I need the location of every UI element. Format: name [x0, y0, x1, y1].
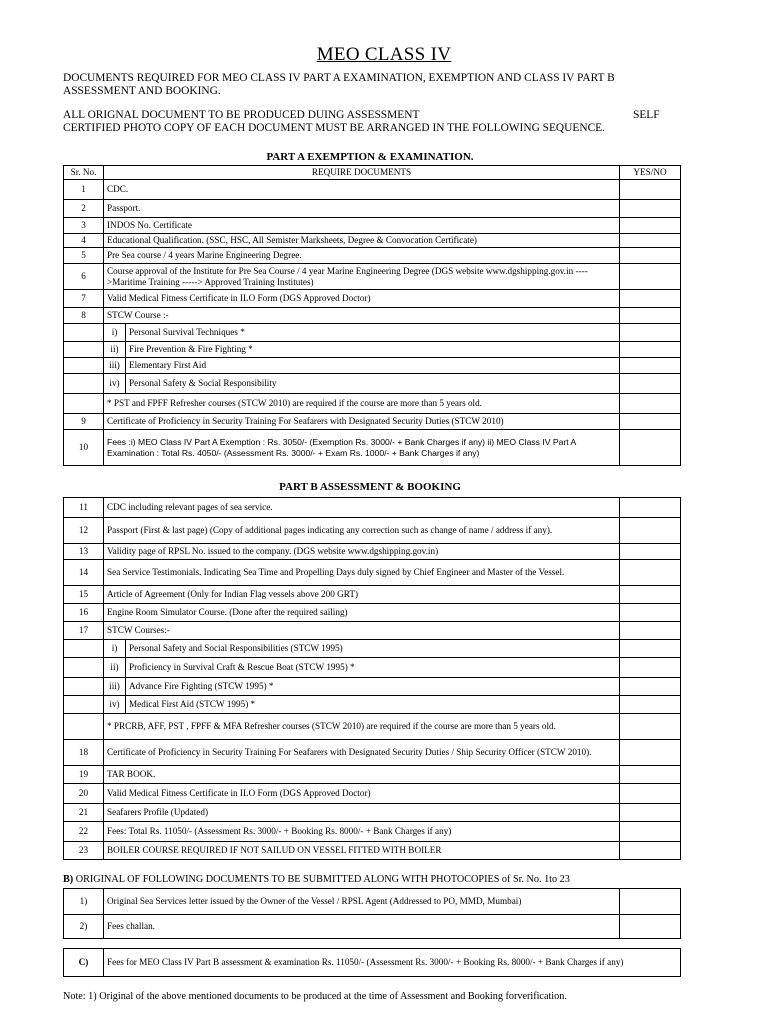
original-doc-row: [63, 914, 681, 938]
document-text: Sea Service Testimonials. Indicating Sea Time and Propelling Days duly signed by Chief Engineer and Master of the Vessel.: [104, 560, 620, 585]
table-row: [63, 739, 681, 765]
table-header-row: [63, 165, 681, 179]
stcw-note: * PST and FPFF Refresher courses (STCW 2010) are required if the course are more than 5 years old.: [104, 394, 620, 413]
intro-self: SELF: [633, 109, 660, 121]
section-c-row: [63, 948, 681, 976]
document-text: Passport (First & last page) (Copy of additional pages indicating any correction such as change of name / address if any).: [104, 518, 620, 543]
intro-sequence: CERTIFIED PHOTO COPY OF EACH DOCUMENT MUST BE ARRANGED IN THE FOLLOWING SEQUENCE.: [63, 122, 605, 134]
original-doc-row: [63, 888, 681, 914]
sub-number: i): [104, 324, 126, 341]
fees-text: Fees :i) MEO Class IV Part A Exemption : Rs. 3050/- (Exemption Rs. 3000/- + Bank Charges if any) ii) MEO Class IV Part A Examination : Total Rs. 4050/- (Assessment Rs. 3000/- + Exam Rs. 1000/- + Bank Charges if any): [104, 430, 620, 465]
sub-course-text: Personal Safety and Social Responsibilities (STCW 1995): [126, 640, 620, 657]
table-row: [63, 621, 681, 639]
table-row: [63, 821, 681, 841]
document-text: Certificate of Proficiency in Security Training For Seafarers with Designated Security Duties (STCW 2010): [104, 414, 620, 429]
sr-empty: [64, 714, 104, 739]
sr-number: 23: [64, 842, 104, 859]
sub-course-text: Proficiency in Survival Craft & Rescue Boat (STCW 1995) *: [126, 658, 620, 677]
section-c-label: C): [64, 949, 104, 976]
sub-number: ii): [104, 658, 126, 677]
sr-number: 22: [64, 822, 104, 841]
sr-number: 10: [64, 430, 104, 465]
col-header-sr: Sr. No.: [64, 166, 104, 179]
table-row: [63, 603, 681, 621]
document-text: CDC including relevant pages of sea service.: [104, 498, 620, 517]
sr-empty: [64, 358, 104, 373]
yes-no-cell: [620, 358, 680, 373]
footer-note: Note: 1) Original of the above mentioned documents to be produced at the time of Assessment and Booking forverification.: [63, 991, 567, 1002]
yes-no-cell: [620, 374, 680, 393]
document-text: Passport.: [104, 200, 620, 217]
yes-no-cell: [620, 740, 680, 765]
stcw-sub-row: [63, 695, 681, 713]
yes-no-cell: [620, 430, 680, 465]
intro-requirements: DOCUMENTS REQUIRED FOR MEO CLASS IV PART A EXAMINATION, EXEMPTION AND CLASS IV PART B ASSESSMENT AND BOOKING.: [63, 72, 615, 97]
sr-number: 6: [64, 264, 104, 289]
sub-number: iii): [104, 678, 126, 695]
sr-number: 12: [64, 518, 104, 543]
document-text: Article of Agreement (Only for Indian Flag vessels above 200 GRT): [104, 586, 620, 603]
table-row: [63, 179, 681, 199]
part-b-heading: PART B ASSESSMENT & BOOKING: [279, 481, 461, 493]
sub-number: iv): [104, 374, 126, 393]
table-row: [63, 585, 681, 603]
yes-no-cell: [620, 604, 680, 621]
yes-no-cell: [620, 234, 680, 247]
stcw-note-row: [63, 713, 681, 739]
yes-no-cell: [620, 842, 680, 859]
stcw-sub-row: [63, 657, 681, 677]
table-bottom-border: [63, 859, 681, 860]
section-b-text: ORIGINAL OF FOLLOWING DOCUMENTS TO BE SUBMITTED ALONG WITH PHOTOCOPIES of Sr. No. 1to 23: [75, 874, 570, 885]
yes-no-cell: [620, 822, 680, 841]
yes-no-cell: [620, 200, 680, 217]
document-text: Original Sea Services letter issued by the Owner of the Vessel / RPSL Agent (Addressed to PO, MMD, Mumbai): [104, 889, 620, 914]
document-text: Seafarers Profile (Updated): [104, 804, 620, 821]
yes-no-cell: [620, 180, 680, 199]
sr-number: 18: [64, 740, 104, 765]
yes-no-cell: [620, 324, 680, 341]
section-b-line: [63, 874, 570, 885]
sr-empty: [64, 394, 104, 413]
yes-no-cell: [620, 766, 680, 783]
col-header-yesno: YES/NO: [633, 167, 667, 178]
document-text: Validity page of RPSL No. issued to the company. (DGS website www.dgshipping.gov.in): [104, 544, 620, 559]
yes-no-cell: [620, 394, 680, 413]
document-text: Valid Medical Fitness Certificate in ILO Form (DGS Approved Doctor): [104, 784, 620, 803]
sr-number: 1): [64, 889, 104, 914]
document-text: Certificate of Proficiency in Security Training For Seafarers with Designated Security Duties / Ship Security Officer (STCW 2010).: [104, 740, 620, 765]
sub-number: iv): [104, 696, 126, 713]
yes-no-cell: [620, 714, 680, 739]
yes-no-cell: [620, 248, 680, 263]
stcw-sub-row: [63, 373, 681, 393]
yes-no-cell: [620, 544, 680, 559]
yes-no-cell: [620, 342, 680, 357]
sr-number: 2: [64, 200, 104, 217]
sr-number: 17: [64, 622, 104, 639]
sub-course-text: Personal Safety & Social Responsibility: [126, 374, 620, 393]
sr-empty: [64, 324, 104, 341]
table-row: [63, 517, 681, 543]
document-text: Course approval of the Institute for Pre Sea Course / 4 year Marine Engineering Degree (DGS website www.dgshipping.gov.in ---->Maritime Training -----> Approved Training Institutes): [104, 264, 620, 289]
sr-empty: [64, 678, 104, 695]
page-title: MEO CLASS IV: [316, 44, 452, 65]
document-text: STCW Course :-: [104, 308, 620, 323]
table-row: [63, 559, 681, 585]
sr-number: 16: [64, 604, 104, 621]
sr-empty: [64, 342, 104, 357]
table-row: [63, 841, 681, 859]
yes-no-cell: [620, 586, 680, 603]
yes-no-cell: [620, 915, 680, 938]
sr-number: 1: [64, 180, 104, 199]
sr-number: 15: [64, 586, 104, 603]
stcw-sub-row: [63, 323, 681, 341]
sr-empty: [64, 658, 104, 677]
table-row: [63, 263, 681, 289]
table-row: [63, 289, 681, 307]
yes-no-cell: [620, 889, 680, 914]
table-bottom-border: [63, 938, 681, 939]
sr-number: 9: [64, 414, 104, 429]
sr-number: 21: [64, 804, 104, 821]
table-row: [63, 783, 681, 803]
stcw-note: * PRCRB, AFF, PST , FPFF & MFA Refresher courses (STCW 2010) are required if the course are more than 5 years old.: [104, 714, 620, 739]
sub-course-text: Advance Fire Fighting (STCW 1995) *: [126, 678, 620, 695]
sr-number: 2): [64, 915, 104, 938]
yes-no-cell: [620, 308, 680, 323]
table-row: [63, 413, 681, 429]
stcw-sub-row: [63, 677, 681, 695]
sr-number: 3: [64, 218, 104, 233]
yes-no-cell: [620, 678, 680, 695]
col-header-docs: REQUIRE DOCUMENTS: [104, 166, 620, 179]
sub-course-text: Fire Prevention & Fire Fighting *: [126, 342, 620, 357]
sr-number: 13: [64, 544, 104, 559]
table-bottom-border: [63, 465, 681, 466]
yes-no-cell: [620, 622, 680, 639]
part-a-heading: PART A EXEMPTION & EXAMINATION.: [266, 151, 474, 163]
table-row: [63, 247, 681, 263]
yes-no-cell: [620, 264, 680, 289]
document-text: Fees challan.: [104, 915, 620, 938]
sr-number: 11: [64, 498, 104, 517]
sr-empty: [64, 696, 104, 713]
sub-course-text: Elementary First Aid: [126, 358, 620, 373]
yes-no-cell: [620, 658, 680, 677]
intro-originals: ALL ORIGNAL DOCUMENT TO BE PRODUCED DUING ASSESSMENT: [63, 109, 420, 121]
yes-no-cell: [620, 414, 680, 429]
sub-number: iii): [104, 358, 126, 373]
stcw-sub-row: [63, 639, 681, 657]
table-row: [63, 307, 681, 323]
sr-number: 20: [64, 784, 104, 803]
sr-number: 14: [64, 560, 104, 585]
sr-empty: [64, 374, 104, 393]
yes-no-cell: [620, 290, 680, 307]
sr-number: 7: [64, 290, 104, 307]
yes-no-cell: [620, 518, 680, 543]
sub-course-text: Medical First Aid (STCW 1995) *: [126, 696, 620, 713]
yes-no-cell: [620, 498, 680, 517]
stcw-sub-row: [63, 357, 681, 373]
document-text: BOILER COURSE REQUIRED IF NOT SAILUD ON VESSEL FITTED WITH BOILER: [104, 842, 620, 859]
table-row: [63, 765, 681, 783]
sr-empty: [64, 640, 104, 657]
sub-number: i): [104, 640, 126, 657]
yes-no-cell: [620, 784, 680, 803]
document-text: TAR BOOK.: [104, 766, 620, 783]
document-text: STCW Courses:-: [104, 622, 620, 639]
table-row: [63, 217, 681, 233]
document-text: Valid Medical Fitness Certificate in ILO Form (DGS Approved Doctor): [104, 290, 620, 307]
document-text: Fees: Total Rs. 11050/- (Assessment Rs. 3000/- + Booking Rs. 8000/- + Bank Charges if any): [104, 822, 620, 841]
yes-no-cell: [620, 804, 680, 821]
section-c-text: Fees for MEO Class IV Part B assessment & examination Rs. 11050/- (Assessment Rs. 3000/- + Booking Rs. 8000/- + Bank Charges if any): [107, 957, 624, 968]
sr-number: 8: [64, 308, 104, 323]
table-row: [63, 233, 681, 247]
yes-no-cell: [620, 218, 680, 233]
table-row: [63, 497, 681, 517]
table-row: [63, 199, 681, 217]
table-row: [63, 429, 681, 465]
table-bottom-border: [63, 976, 681, 977]
document-text: Educational Qualification. (SSC, HSC, All Semister Marksheets, Degree & Convocation Certificate): [104, 234, 620, 247]
sr-number: 19: [64, 766, 104, 783]
yes-no-cell: [620, 696, 680, 713]
table-row: [63, 543, 681, 559]
section-b-prefix: B): [63, 874, 74, 885]
document-text: CDC.: [104, 180, 620, 199]
document-text: Engine Room Simulator Course. (Done after the required sailing): [104, 604, 620, 621]
sub-course-text: Personal Survival Techniques *: [126, 324, 620, 341]
sub-number: ii): [104, 342, 126, 357]
stcw-note-row: [63, 393, 681, 413]
sr-number: 5: [64, 248, 104, 263]
yes-no-cell: [620, 560, 680, 585]
table-row: [63, 803, 681, 821]
stcw-sub-row: [63, 341, 681, 357]
document-text: Pre Sea course / 4 years Marine Engineering Degree.: [104, 248, 620, 263]
sr-number: 4: [64, 234, 104, 247]
document-text: INDOS No. Certificate: [104, 218, 620, 233]
yes-no-cell: [620, 640, 680, 657]
